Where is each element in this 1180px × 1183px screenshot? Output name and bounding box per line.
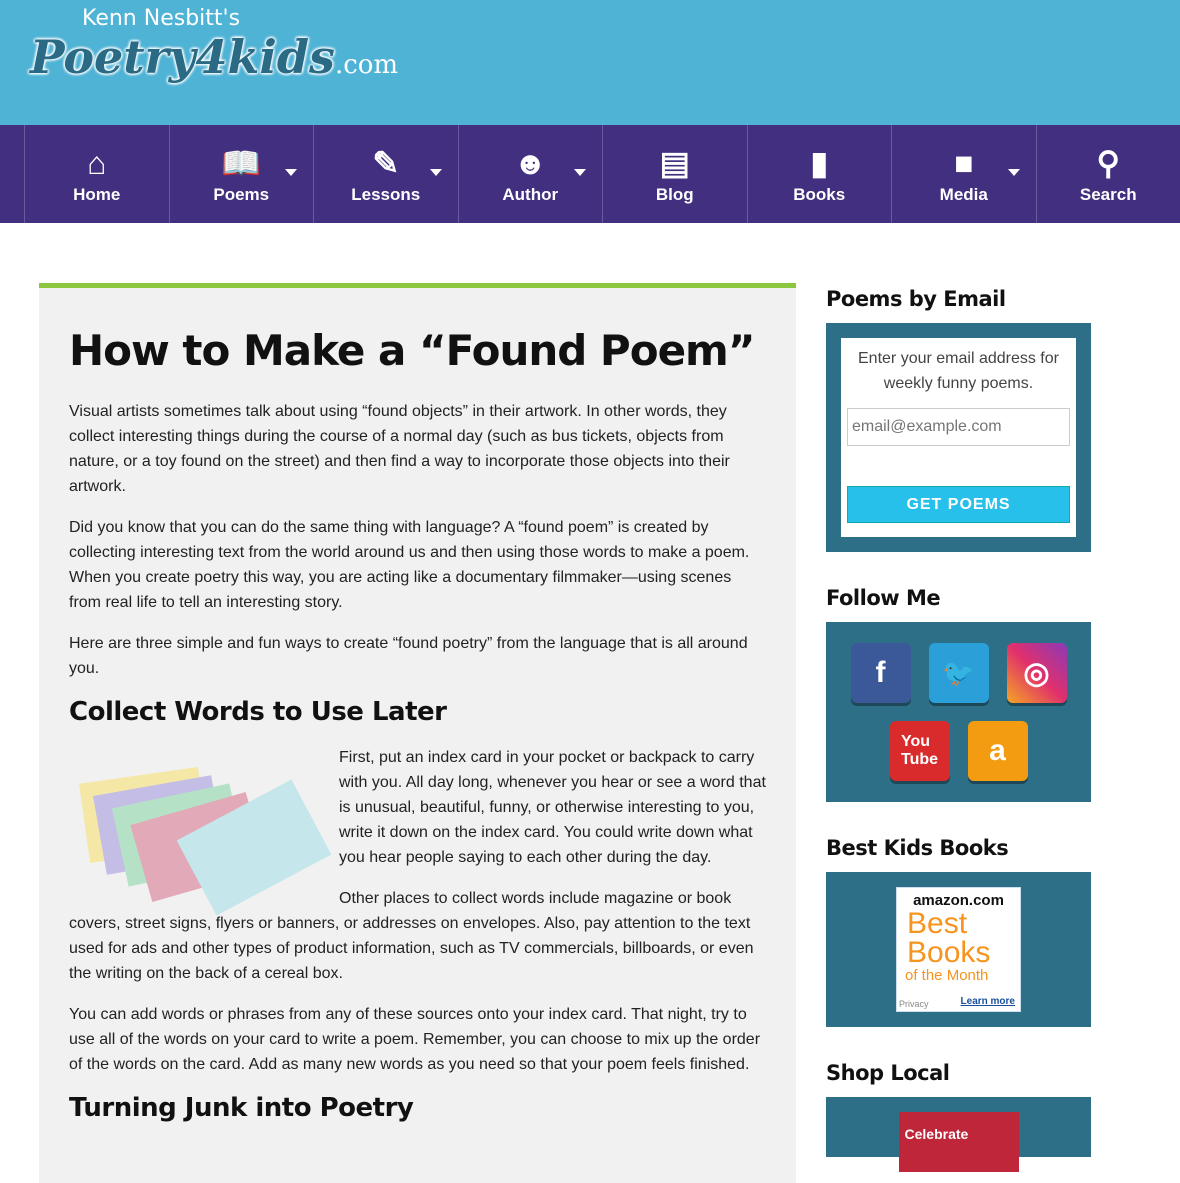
newspaper-icon: ▤: [660, 143, 690, 185]
nav-label: Books: [793, 185, 845, 205]
nav-item-search[interactable]: [1036, 125, 1180, 223]
paragraph: Here are three simple and fun ways to create “found poetry” from the language that is all around you.: [69, 631, 766, 681]
nav-label: Poems: [213, 185, 269, 205]
nav-item-lessons[interactable]: [313, 125, 458, 223]
paragraph: You can add words or phrases from any of these sources onto your index card. That night, try to use all of the words on your card to write a poem. Remember, you can choose to mix up the order of the words on the card. Add as many new words as you need so that your poem feels finished.: [69, 1002, 766, 1077]
paragraph: Visual artists sometimes talk about using “found objects” in their artwork. In other words, they collect interesting things during the course of a normal day (such as bus tickets, objects from nature, or a toy found on the street) and then find a way to incorporate those objects into their artwork.: [69, 399, 766, 499]
chevron-down-icon[interactable]: [574, 169, 586, 176]
email-signup-widget: [826, 323, 1091, 552]
chevron-down-icon[interactable]: [285, 169, 297, 176]
youtube-icon[interactable]: You Tube: [890, 721, 950, 781]
paragraph: First, put an index card in your pocket or backpack to carry with you. All day long, whenever you hear or see a word that is unusual, beautiful, funny, or otherwise interesting to you, write it down on the index card. You could write down what you hear people saying to each other during the day.: [69, 745, 766, 870]
video-camera-icon: ■: [954, 143, 973, 185]
widget-title: Best Kids Books: [826, 836, 1091, 860]
amazon-ad[interactable]: amazon.com Best Books of the Month Privacy Learn more: [896, 887, 1021, 1012]
shop-local-widget: [826, 1097, 1091, 1157]
article: [39, 283, 796, 1183]
bookshop-ad[interactable]: Celebrate: [899, 1112, 1019, 1172]
book-closed-icon: ▮: [810, 143, 828, 185]
nav-label: Search: [1080, 185, 1137, 205]
nav-label: Lessons: [351, 185, 420, 205]
widget-title: Poems by Email: [826, 287, 1091, 311]
twitter-icon[interactable]: 🐦: [929, 643, 989, 703]
home-icon: ⌂: [87, 143, 106, 185]
page-title: How to Make a “Found Poem”: [69, 326, 766, 375]
pencil-icon: ✎: [372, 143, 399, 185]
nav-item-poems[interactable]: [169, 125, 314, 223]
nav-item-home[interactable]: [24, 125, 169, 223]
email-description: Enter your email address for weekly funny poems.: [847, 346, 1070, 396]
widget-title: Shop Local: [826, 1061, 1091, 1085]
social-widget: [826, 622, 1091, 802]
index-cards-image: [69, 745, 339, 895]
amazon-ad-widget: [826, 872, 1091, 1027]
nav-item-media[interactable]: [891, 125, 1036, 223]
chevron-down-icon[interactable]: [1008, 169, 1020, 176]
nav-label: Home: [73, 185, 120, 205]
nav-item-books[interactable]: [747, 125, 892, 223]
instagram-icon[interactable]: ◎: [1007, 643, 1067, 703]
paragraph: Other places to collect words include magazine or book covers, street signs, flyers or banners, or addresses on envelopes. Also, pay attention to the text used for ads and other types of product information, such as TV commercials, billboards, or even the writing on the back of a cereal box.: [69, 886, 766, 986]
section-heading: Collect Words to Use Later: [69, 697, 766, 727]
smiley-icon: ☻: [513, 143, 547, 185]
widget-title: Follow Me: [826, 586, 1091, 610]
book-icon: 📖: [221, 143, 261, 185]
nav-label: Blog: [656, 185, 694, 205]
email-input[interactable]: [847, 408, 1070, 446]
paragraph: Did you know that you can do the same thing with language? A “found poem” is created by collecting interesting text from the world around us and then using those words to make a poem. When you create poetry this way, you are acting like a documentary filmmaker—using scenes from real life to tell an interesting story.: [69, 515, 766, 615]
amazon-icon[interactable]: a: [968, 721, 1028, 781]
privacy-link[interactable]: Privacy: [899, 999, 929, 1009]
nav-item-blog[interactable]: [602, 125, 747, 223]
nav-label: Author: [502, 185, 558, 205]
nav-label: Media: [940, 185, 988, 205]
section-heading: Turning Junk into Poetry: [69, 1093, 766, 1123]
sidebar: [826, 283, 1091, 1157]
main-nav: [0, 125, 1180, 223]
nav-item-author[interactable]: [458, 125, 603, 223]
site-header: Kenn Nesbitt's Poetry4kids.com: [0, 0, 1180, 125]
search-icon: ⚲: [1097, 143, 1120, 185]
facebook-icon[interactable]: f: [851, 643, 911, 703]
chevron-down-icon[interactable]: [430, 169, 442, 176]
learn-more-link[interactable]: Learn more: [961, 996, 1015, 1007]
get-poems-button[interactable]: GET POEMS: [847, 486, 1070, 523]
